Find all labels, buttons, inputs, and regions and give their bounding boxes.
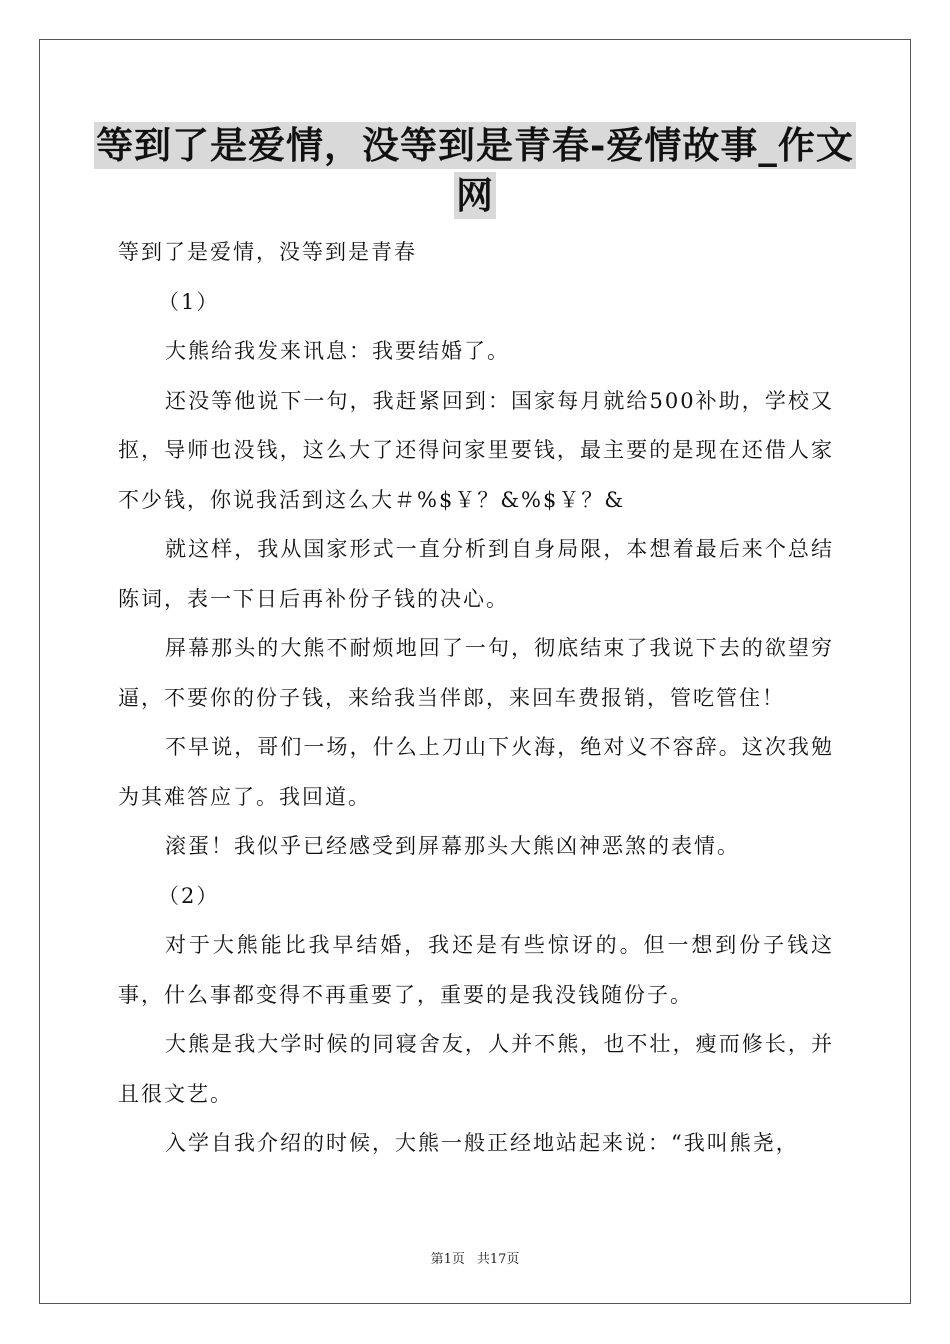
- body-paragraph: 入学自我介绍的时候，大熊一般正经地站起来说：“我叫熊尧，: [165, 1131, 799, 1155]
- page-number: 第1页: [430, 1252, 465, 1267]
- body-paragraph: 大熊给我发来讯息：我要结婚了。: [165, 339, 510, 363]
- section-heading-2: （2）: [158, 883, 220, 908]
- body-paragraph: 滚蛋！我似乎已经感受到屏幕那头大熊凶神恶煞的表情。: [165, 834, 740, 858]
- title-line-2: 网: [456, 173, 494, 217]
- subtitle-paragraph: 等到了是爱情，没等到是青春: [118, 240, 417, 264]
- body-paragraph: 还没等他说下一句，我赶紧回到：国家每月就给500补助，学校又抠，导师也没钱，这么大了还得问家里要钱，最主要的是现在还借人家不少钱，你说我活到这么大＃%$￥？&%$￥？&: [118, 388, 834, 512]
- page-total: 共17页: [476, 1252, 520, 1267]
- title-line-1: 等到了是爱情，没等到是青春-爱情故事_作文: [96, 123, 854, 167]
- section-heading-1: （1）: [158, 289, 220, 314]
- body-paragraph: 就这样，我从国家形式一直分析到自身局限，本想着最后来个总结陈词，表一下日后再补份子钱的决心。: [118, 537, 834, 611]
- page-footer: [0, 1248, 950, 1267]
- body-paragraph: 大熊是我大学时候的同寝舍友，人并不熊，也不壮，瘦而修长，并且很文艺。: [118, 1032, 834, 1106]
- body-paragraph: 对于大熊能比我早结婚，我还是有些惊讶的。但一想到份子钱这事，什么事都变得不再重要了，重要的是我没钱随份子。: [118, 933, 834, 1007]
- document-title: [0, 122, 950, 219]
- body-paragraph: 屏幕那头的大熊不耐烦地回了一句，彻底结束了我说下去的欲望穷逼，不要你的份子钱，来给我当伴郎，来回车费报销，管吃管住！: [118, 636, 834, 710]
- document-body: [118, 228, 834, 1169]
- body-paragraph: 不早说，哥们一场，什么上刀山下火海，绝对义不容辞。这次我勉为其难答应了。我回道。: [118, 735, 834, 809]
